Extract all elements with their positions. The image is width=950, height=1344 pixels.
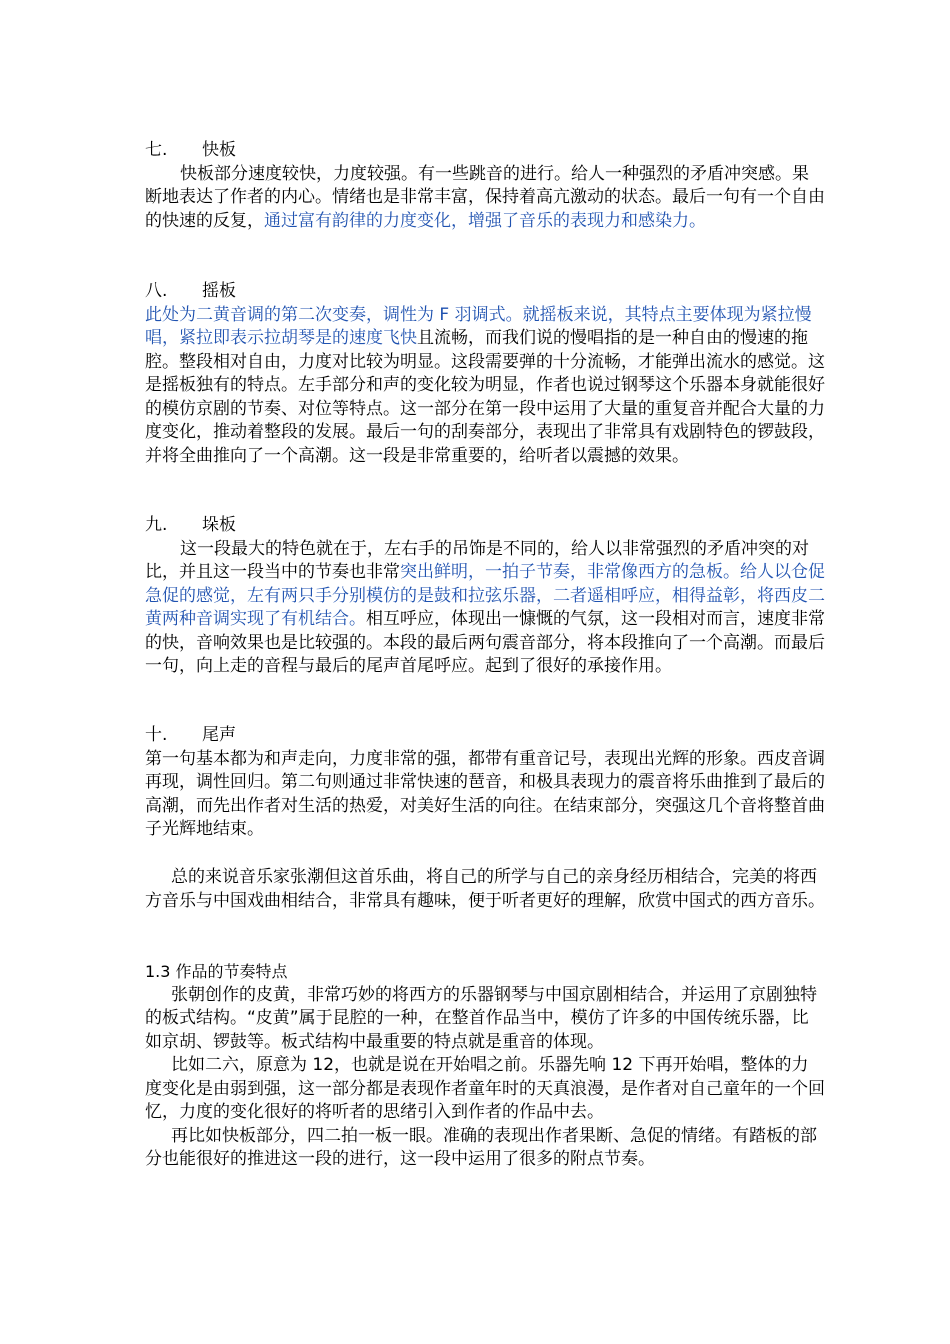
text-run: 且流畅，而我们说的慢唱指的是一种自由的慢速的拖腔。整段相对自由，力度对比较为明显。这段需要弹的十分流畅，才能弹出流水的感觉。这是摇板独有的特点。左手部分和声的变化较为明显，作者也说过钢琴这个乐器本身就能很好的模仿京剧的节奏、对位等特点。这一部分在第一段中运用了大量的重复音并配合大量的力度变化，推动着整段的发展。最后一句的刮奏部分，表现出了非常具有戏剧特色的锣鼓段，并将全曲推向了一个高潮。这一段是非常重要的，给听者以震撼的效果。 [145,328,825,466]
section-9-heading [145,514,825,538]
section-10-paragraph: 第一句基本都为和声走向，力度非常的强，都带有重音记号，表现出光辉的形象。西皮音调再现，调性回归。第二句则通过非常快速的琶音，和极具表现力的震音将乐曲推到了最后的高潮，而先出作者对生活的热爱，对美好生活的向往。在结束部分，突强这几个音将整首曲子光辉地结束。 [145,748,825,839]
highlight-run: 西皮二黄两种音调 [145,585,825,629]
highlight-run: 突出鲜明，一拍子节奏，非常像西方的急板。给人以仓促急促的感觉， [145,562,825,606]
section-9-number: 九. [145,515,168,535]
highlight-run: 和 [451,585,468,606]
highlight-run: 二黄音调的第二次变奏，调性为 F 羽调式。 [196,304,523,325]
section-10-heading [145,724,825,748]
highlight-run: 二者遥相呼应，相得益彰，将 [553,585,774,606]
section-8-paragraph [145,304,825,469]
text-run: 这一段最大的特色就在于，左右手的吊饰是不同的，给人以非常强烈的矛盾冲突的对比，并且这一段当中的节奏也非常 [145,538,809,582]
summary-paragraph: 总的来说音乐家张潮但这首乐曲，将自己的所学与自己的亲身经历相结合，完美的将西方音乐与中国戏曲相结合，非常具有趣味，便于听者更好的理解，欣赏中国式的西方音乐。 [145,867,825,911]
section-8 [145,280,825,468]
section-7-heading [145,139,825,163]
section-1-3-paragraph-1: 张朝创作的皮黄，非常巧妙的将西方的乐器钢琴与中国京剧相结合，并运用了京剧独特的板式结构。“皮黄”属于昆腔的一种，在整首作品当中，模仿了许多的中国传统乐器，比如京胡、锣鼓等。板式结构中最重要的特点就是重音的体现。 [145,984,817,1052]
section-1-3 [145,960,825,1172]
highlight-run: 此处为 [145,304,196,325]
highlight-run: 增强了音乐的表现力和感染力。 [468,210,706,231]
text-run: 快板部分速度较快，力度较强。有一些跳音的进行。给人一种强烈的矛盾冲突感。果断地表达了作者的内心。情绪也是非常丰富，保持着高亢激动的状态。最后一句有一个自由的快速的反复， [145,163,825,231]
section-7 [145,139,825,233]
section-7-title: 快板 [202,140,236,160]
section-1-3-paragraph-2: 比如二六，原意为 12，也就是说在开始唱之前。乐器先响 12 下再开始唱，整体的力度变化是由弱到强，这一部分都是表现作者童年时的天真浪漫，是作者对自己童年的一个回忆，力度的变化很好的将听者的思绪引入到作者的作品中去。 [145,1055,825,1122]
highlight-run: 实现了有机结合。 [230,609,366,629]
section-10-title: 尾声 [202,725,236,745]
section-8-number: 八. [145,281,168,301]
highlight-run: 紧拉慢唱，紧拉 [145,304,812,348]
section-7-paragraph [145,163,825,234]
section-10 [145,724,825,842]
section-1-3-paragraph-3: 再比如快板部分，四二拍一板一眼。准确的表现出作者果断、急促的情绪。有踏板的部分也能很好的推进这一段的进行，这一段中运用了很多的附点节奏。 [145,1125,817,1169]
section-7-number: 七. [145,140,168,160]
section-9-title: 垛板 [202,515,236,535]
highlight-run: 即表示拉胡琴是的速度飞快 [213,328,417,348]
highlight-run: 拉弦乐器， [468,585,553,606]
highlight-run: 通过富有韵律的力度变化， [264,210,468,231]
highlight-run: 就摇板来说，其特点主要体现为 [522,304,761,325]
section-8-heading [145,280,825,304]
section-10-number: 十. [145,725,168,745]
section-8-title: 摇板 [202,281,236,301]
section-9-paragraph [145,538,825,679]
highlight-run: 左有两只手分别模仿的是 [247,585,434,606]
section-9 [145,514,825,679]
summary [145,866,825,913]
text-run: 相互呼应，体现出一慷慨的气氛，这一段相对而言，速度非常的快，音响效果也是比较强的。本段的最后两句震音部分，将本段推向了一个高潮。而最后一句，向上走的音程与最后的尾声首尾呼应。起到了很好的承接作用。 [145,609,825,676]
highlight-run: 鼓 [434,585,451,606]
section-1-3-title: 1.3 作品的节奏特点 [145,962,288,981]
